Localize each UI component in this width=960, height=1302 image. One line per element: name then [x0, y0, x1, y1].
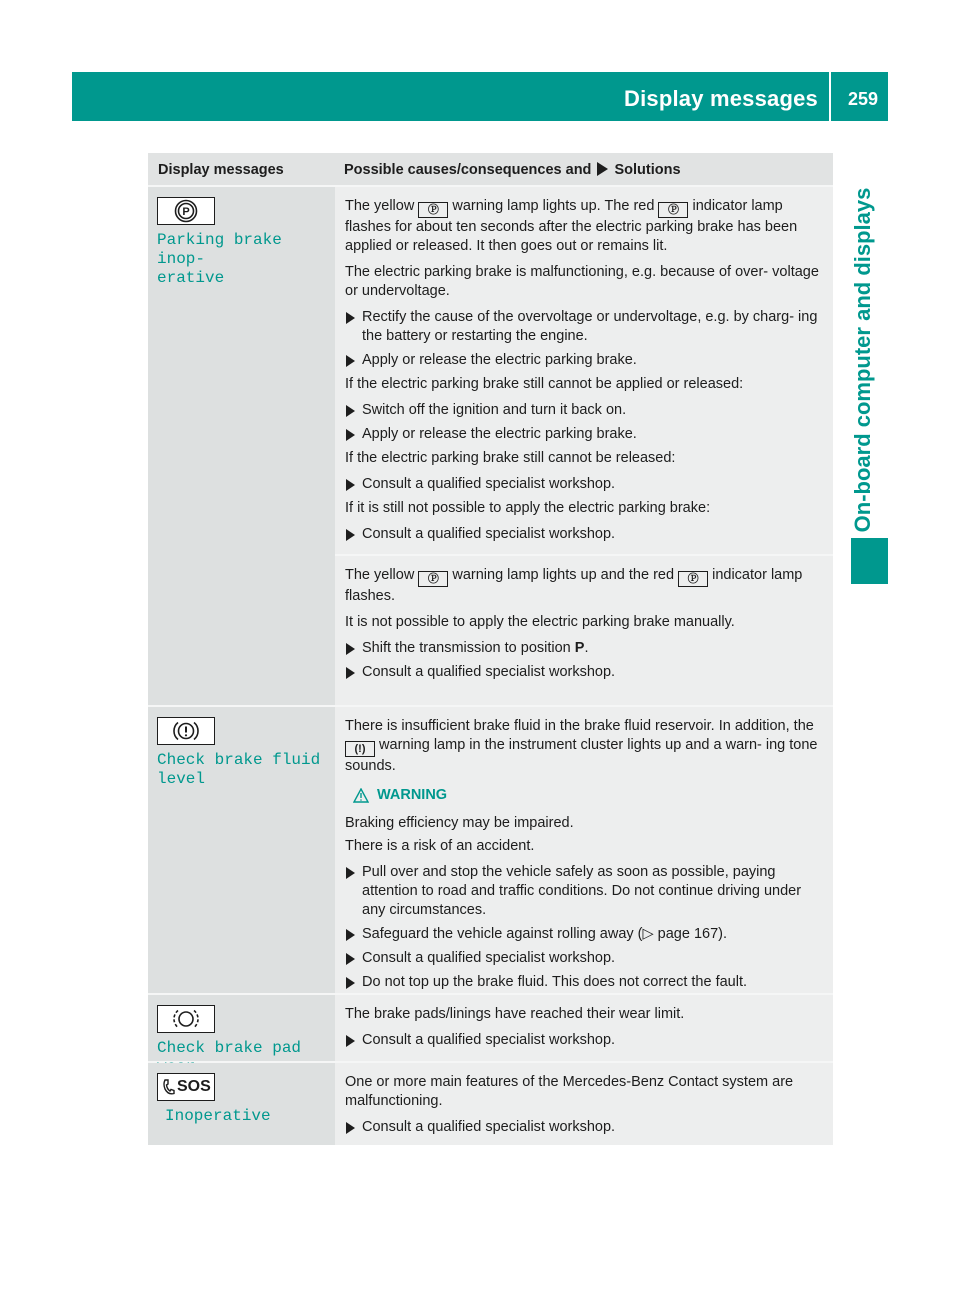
- brake-fluid-icon: [157, 717, 215, 745]
- causes-cell: [335, 995, 833, 1061]
- solution-step: Consult a qualified specialist workshop.: [345, 475, 825, 494]
- svg-text:P: P: [182, 206, 190, 218]
- causes-cell: [335, 1063, 833, 1145]
- parking-brake-icon: Ⓟ: [418, 571, 448, 587]
- side-section-label: [838, 140, 888, 580]
- col-header-causes: [335, 153, 833, 185]
- paragraph: There is a risk of an accident.: [345, 838, 535, 854]
- warning-label: WARNING: [377, 787, 448, 803]
- solution-step: Do not top up the brake fluid. This does not correct the fault.: [345, 973, 825, 992]
- warning-triangle-icon: [353, 788, 369, 803]
- message-cell: [148, 1063, 335, 1145]
- solution-step: Safeguard the vehicle against rolling away (▷ page 167).: [345, 925, 825, 944]
- parking-brake-icon: Ⓟ: [418, 202, 448, 218]
- table-row: [148, 185, 833, 705]
- text: There is insufficient brake fluid in the brake fluid reservoir. In addition, the: [345, 718, 814, 734]
- paragraph: Braking efficiency may be impaired.: [345, 815, 574, 831]
- header-divider: [829, 72, 831, 121]
- solution-step: Shift the transmission to position P.: [345, 639, 825, 658]
- text: The yellow: [345, 567, 415, 583]
- display-message-text: Check brake pad: [157, 1039, 302, 1057]
- text: The yellow: [345, 198, 415, 214]
- brake-pad-wear-icon: [157, 1005, 215, 1033]
- header-title: Display messages: [624, 86, 818, 111]
- solution-step: Apply or release the electric parking brake.: [345, 351, 825, 370]
- warning-heading: [345, 786, 825, 805]
- message-cell: [148, 995, 335, 1061]
- paragraph: The brake pads/linings have reached their wear limit.: [345, 1006, 685, 1022]
- messages-table: [148, 153, 833, 1145]
- parking-brake-icon: Ⓟ: [658, 202, 688, 218]
- solution-step: Consult a qualified specialist workshop.: [345, 1031, 825, 1050]
- table-row: [148, 1061, 833, 1145]
- solution-step: Consult a qualified specialist workshop.: [345, 525, 825, 544]
- paragraph: The electric parking brake is malfunctioning, e.g. because of over- voltage or undervoltage.: [345, 264, 819, 299]
- solution-step: Rectify the cause of the overvoltage or undervoltage, e.g. by charg- ing the battery or restarting the engine.: [345, 308, 825, 346]
- table-header: [148, 153, 833, 185]
- side-tab-marker: [851, 538, 888, 584]
- parking-brake-icon: [157, 197, 215, 225]
- causes-cell: [335, 707, 833, 993]
- paragraph: [345, 717, 825, 776]
- text: Shift the transmission to position: [362, 640, 571, 656]
- text: indicator lamp flashes for about ten seconds after the electric parking brake has been applied or released. It then goes out or remains lit.: [345, 198, 798, 254]
- parking-brake-icon: Ⓟ: [678, 571, 708, 587]
- text: warning lamp lights up. The red: [452, 198, 655, 214]
- solution-arrow-icon: [597, 162, 608, 176]
- text: warning lamp in the instrument cluster lights up and a warn- ing tone sounds.: [345, 737, 818, 774]
- solution-step: Consult a qualified specialist workshop.: [345, 1118, 825, 1137]
- sos-label: SOS: [177, 1078, 211, 1095]
- table-row: [148, 993, 833, 1061]
- message-cell: [148, 187, 335, 705]
- header-bar: [72, 72, 888, 121]
- solution-step: Apply or release the electric parking brake.: [345, 425, 825, 444]
- brake-fluid-icon: (!): [345, 741, 375, 757]
- col-header-solutions-text: Solutions: [614, 162, 681, 178]
- paragraph: If the electric parking brake still cannot be applied or released:: [345, 376, 744, 392]
- paragraph: [345, 197, 825, 256]
- gear-position: P: [574, 640, 585, 656]
- paragraph: One or more main features of the Mercedes-Benz Contact system are malfunctioning.: [345, 1074, 794, 1109]
- paragraph: If the electric parking brake still cannot be released:: [345, 450, 676, 466]
- solution-step: Switch off the ignition and turn it back on.: [345, 401, 825, 420]
- solution-step: Consult a qualified specialist workshop.: [345, 949, 825, 968]
- side-label-text: On-board computer and displays: [850, 187, 875, 533]
- solution-step: Pull over and stop the vehicle safely as soon as possible, paying attention to road and traffic conditions. Do not continue driving under any circumstances.: [345, 863, 825, 920]
- col-header-messages: Display messages: [158, 162, 284, 178]
- display-message-text: Inoperative: [165, 1107, 271, 1125]
- display-message-text: Parking brake inop‐ erative: [157, 231, 282, 287]
- sos-phone-icon: [157, 1073, 215, 1101]
- text: indicator lamp flashes.: [345, 567, 803, 604]
- paragraph: If it is still not possible to apply the electric parking brake:: [345, 500, 711, 516]
- causes-cell: [335, 187, 833, 705]
- col-header-causes-text: Possible causes/consequences and: [344, 162, 592, 178]
- message-cell: [148, 707, 335, 993]
- paragraph: It is not possible to apply the electric parking brake manually.: [345, 614, 735, 630]
- text: warning lamp lights up and the red: [452, 567, 675, 583]
- paragraph: [345, 566, 825, 606]
- display-message-text: Check brake fluid level: [157, 751, 321, 788]
- table-row: [148, 705, 833, 993]
- sub-case: [335, 554, 833, 682]
- page-number: 259: [847, 89, 878, 109]
- solution-step: Consult a qualified specialist workshop.: [345, 663, 825, 682]
